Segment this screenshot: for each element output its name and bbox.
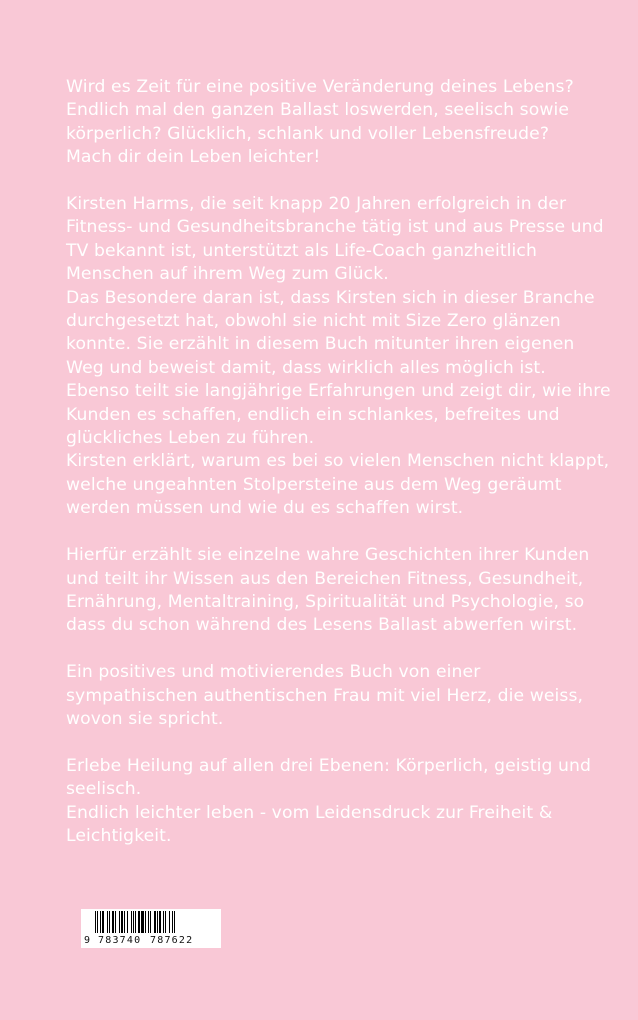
text-line: seelisch. <box>66 779 142 800</box>
barcode-bar <box>165 911 166 933</box>
barcode-bar <box>169 911 170 933</box>
text-line: Kirsten Harms, die seit knapp 20 Jahren erfolgreich in der <box>66 194 567 215</box>
barcode-bar <box>145 911 146 933</box>
paragraph-summary <box>66 661 626 731</box>
isbn-left-group: 783740 <box>98 935 142 946</box>
text-line: werden müssen und wie du es schaffen wirst. <box>66 498 464 519</box>
text-line: und teilt ihr Wissen aus den Bereichen Fitness, Gesundheit, <box>66 568 584 589</box>
barcode-bar <box>172 911 173 933</box>
text-line: körperlich? Glücklich, schlank und voller Lebensfreude? <box>66 123 550 144</box>
text-line: Endlich leichter leben - vom Leidensdruck zur Freiheit & <box>66 802 553 823</box>
barcode-bar <box>97 911 98 933</box>
barcode-bar <box>115 911 116 933</box>
text-line: Menschen auf ihrem Weg zum Glück. <box>66 264 389 285</box>
text-line: konnte. Sie erzählt in diesem Buch mitunter ihren eigenen <box>66 334 575 355</box>
text-line: Endlich mal den ganzen Ballast loswerden, seelisch sowie <box>66 100 570 121</box>
barcode-bar <box>95 911 96 933</box>
text-line: glückliches Leben zu führen. <box>66 428 315 449</box>
barcode-bar <box>138 911 140 933</box>
isbn-number <box>84 935 218 946</box>
text-line: Mach dir dein Leben leichter! <box>66 147 321 168</box>
paragraph-stories <box>66 544 626 638</box>
barcode-bar <box>135 911 136 933</box>
barcode-bar <box>102 911 104 933</box>
barcode-bar <box>127 911 128 933</box>
text-line: Wird es Zeit für eine positive Veränderung deines Lebens? <box>66 77 574 97</box>
text-line: wovon sie spricht. <box>66 708 224 729</box>
isbn-right-group: 787622 <box>150 935 194 946</box>
barcode-bar <box>121 911 123 933</box>
text-line: Erlebe Heilung auf allen drei Ebenen: Körperlich, geistig und <box>66 755 592 776</box>
isbn-barcode <box>81 909 221 948</box>
barcode-bar <box>109 911 110 933</box>
text-line: TV bekannt ist, unterstützt als Life-Coach ganzheitlich <box>66 240 537 261</box>
barcode-bar <box>163 911 164 933</box>
text-line: Kunden es schaffen, endlich ein schlankes, befreites und <box>66 404 560 425</box>
text-line: Ein positives und motivierendes Buch von einer <box>66 662 481 683</box>
text-line: welche ungeahnten Stolpersteine aus dem Weg geräumt <box>66 474 562 495</box>
text-line: Weg und beweist damit, dass wirklich alles möglich ist. <box>66 357 546 378</box>
barcode-bar <box>112 911 114 933</box>
isbn-first-digit: 9 <box>84 935 91 946</box>
text-line: Das Besondere daran ist, dass Kirsten sich in dieser Branche <box>66 287 595 308</box>
text-line: Ernährung, Mentaltraining, Spiritualität und Psychologie, so <box>66 591 585 612</box>
paragraph-intro <box>66 76 626 170</box>
barcode-bar <box>157 911 158 933</box>
barcode-bar <box>100 911 101 933</box>
barcode-bar <box>148 911 149 933</box>
text-line: Hierfür erzählt sie einzelne wahre Geschichten ihrer Kunden <box>66 545 590 566</box>
paragraph-closing <box>66 755 626 849</box>
barcode-bar <box>107 911 108 933</box>
text-line: sympathischen authentischen Frau mit viel Herz, die weiss, <box>66 685 584 706</box>
text-line: Fitness- und Gesundheitsbranche tätig ist und aus Presse und <box>66 217 604 238</box>
text-line: Kirsten erklärt, warum es bei so vielen Menschen nicht klappt, <box>66 451 610 472</box>
barcode-bar <box>133 911 134 933</box>
text-line: Leichtigkeit. <box>66 825 172 846</box>
barcode-bar <box>150 911 151 933</box>
text-line: Ebenso teilt sie langjährige Erfahrungen und zeigt dir, wie ihre <box>66 381 611 402</box>
barcode-bar <box>131 911 132 933</box>
barcode-bar <box>124 911 125 933</box>
blurb-text <box>66 76 626 872</box>
barcode-bar <box>154 911 156 933</box>
text-line: dass du schon während des Lesens Ballast abwerfen wirst. <box>66 615 578 636</box>
barcode-bar <box>141 911 144 933</box>
barcode-bar <box>119 911 120 933</box>
barcode-bar <box>174 911 175 933</box>
text-line: durchgesetzt hat, obwohl sie nicht mit Size Zero glänzen <box>66 311 561 332</box>
paragraph-author <box>66 193 626 521</box>
barcode-bar <box>159 911 161 933</box>
